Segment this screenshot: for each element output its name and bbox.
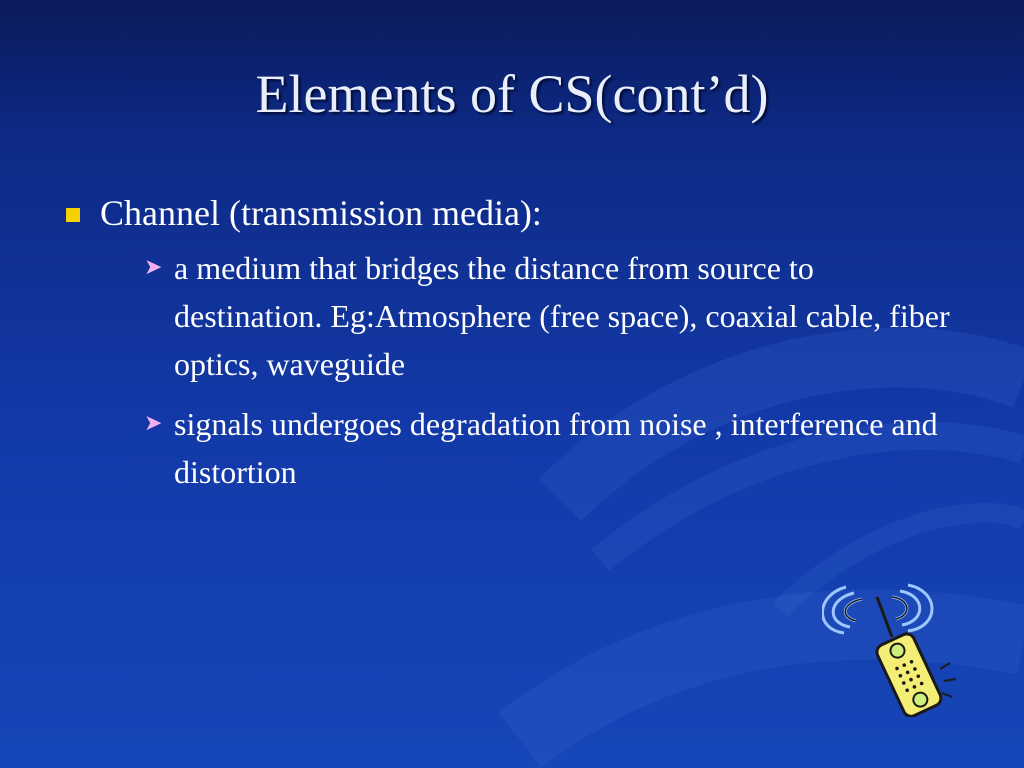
sub-bullet-item bbox=[144, 244, 960, 388]
arrow-bullet-icon: ➤ bbox=[144, 255, 163, 280]
slide-content bbox=[60, 186, 960, 496]
square-bullet-icon bbox=[66, 208, 80, 222]
cellphone-icon bbox=[822, 577, 962, 717]
bullet-text: Channel (transmission media): bbox=[100, 193, 542, 233]
sub-bullet-text: a medium that bridges the distance from source to destination. Eg:Atmosphere (free space), coaxial cable, fiber optics, waveguide bbox=[174, 250, 950, 382]
sub-bullet-text: signals undergoes degradation from noise , interference and distortion bbox=[174, 406, 938, 490]
bullet-item bbox=[60, 186, 960, 240]
sub-bullet-item bbox=[144, 400, 960, 496]
arrow-bullet-icon: ➤ bbox=[144, 411, 163, 436]
slide-title: Elements of CS(cont’d) bbox=[255, 64, 769, 124]
